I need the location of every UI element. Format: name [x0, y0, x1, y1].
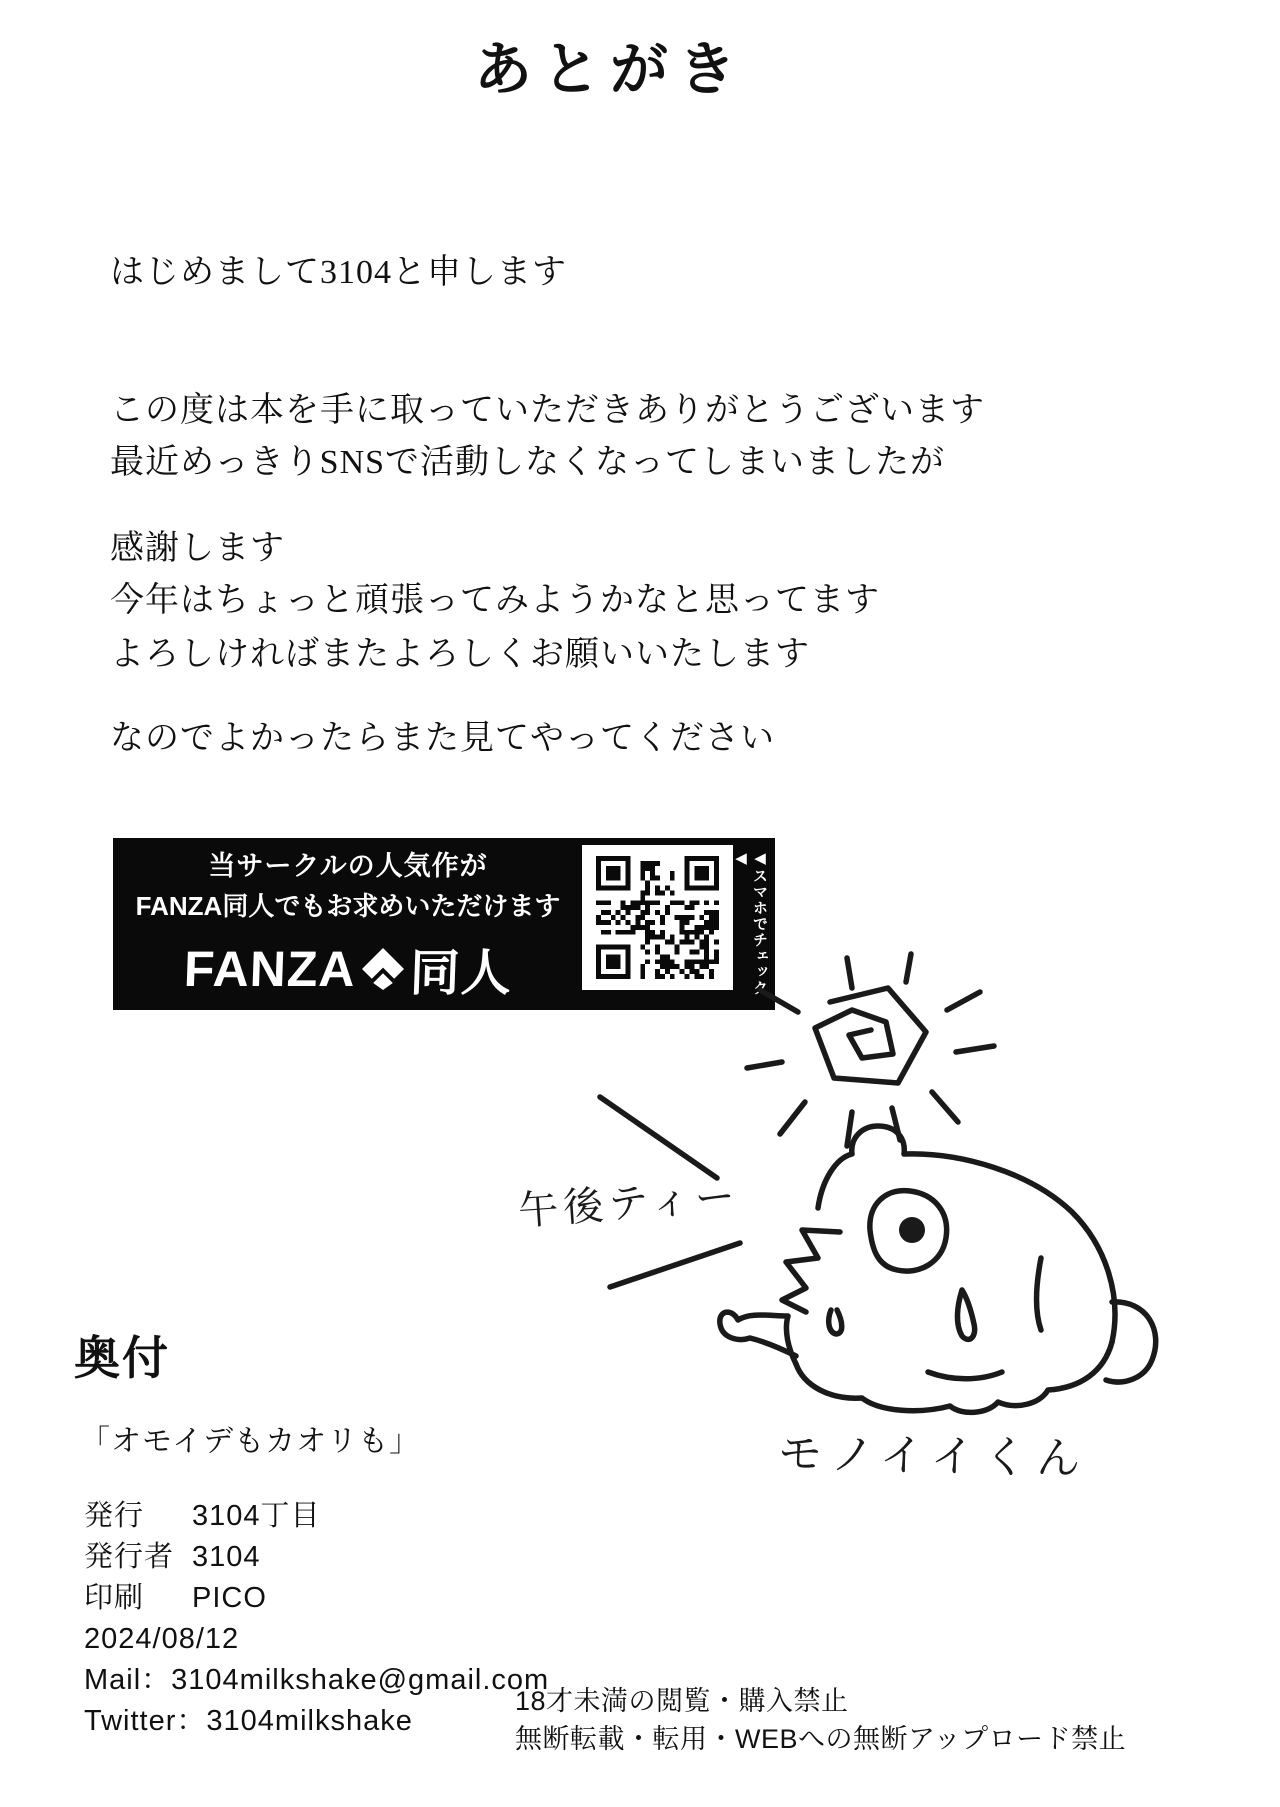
text-line: なのでよかったらまた見てやってください — [110, 720, 775, 757]
row-value: PICO — [192, 1582, 267, 1614]
page-title: あとがき — [473, 37, 746, 102]
banner-line2: FANZA同人でもお求めいただけます — [135, 890, 561, 921]
text-line: はじめまして3104と申します — [110, 254, 567, 291]
book-title: 「オモイデもカオリも」 — [80, 1425, 421, 1458]
colophon-twitter: Twitter：3104milkshake — [84, 1705, 413, 1737]
creature-outline — [720, 1126, 1156, 1412]
row-value: 3104丁目 — [192, 1500, 321, 1532]
tea-doodle-label: 午後ティー — [516, 1174, 742, 1234]
text-line: 感謝します — [110, 530, 285, 567]
colophon-details — [84, 1496, 549, 1742]
smartphone-check-note: ◀スマホでチェック◀ — [732, 849, 768, 996]
text-line: 最近めっきりSNSで活動しなくなってしまいましたが — [110, 444, 946, 481]
spiral-sun-doodle — [747, 954, 994, 1146]
fanza-diamond-icon — [362, 948, 404, 990]
colophon-row-printer — [84, 1578, 549, 1619]
row-label: 発行 — [84, 1500, 145, 1532]
row-label: 発行者 — [84, 1541, 175, 1573]
colophon-date: 2024/08/12 — [84, 1623, 240, 1655]
colophon-mail: Mail：3104milkshake@gmail.com — [84, 1664, 550, 1696]
disclaimer-line1: 18才未満の閲覧・購入禁止 — [515, 1686, 849, 1716]
banner-line1: 当サークルの人気作が — [208, 850, 488, 881]
row-value: 3104 — [192, 1541, 261, 1573]
text-line: よろしければまたよろしくお願いいたします — [110, 636, 810, 673]
text-line: 今年はちょっと頑張ってみようかなと思ってます — [110, 582, 880, 619]
speech-line-top — [600, 1097, 717, 1178]
disclaimer-line2: 無断転載・転用・WEBへの無断アップロード禁止 — [515, 1724, 1127, 1754]
text-line: この度は本を手に取っていただきありがとうございます — [110, 392, 985, 429]
fanza-doujin-logo — [184, 933, 512, 1005]
colophon-heading: 奥付 — [74, 1332, 170, 1384]
fanza-logo-text: FANZA — [183, 940, 357, 997]
speech-line-bottom — [610, 1243, 740, 1287]
colophon-row-publisher — [84, 1496, 549, 1537]
paragraph-closing — [110, 540, 810, 770]
colophon-row-author — [84, 1537, 549, 1578]
doujin-logo-text: 同人 — [408, 944, 513, 1001]
row-label: 印刷 — [84, 1582, 145, 1614]
disclaimer — [515, 1682, 1126, 1758]
character-name-label: モノイイくん — [777, 1429, 1090, 1484]
